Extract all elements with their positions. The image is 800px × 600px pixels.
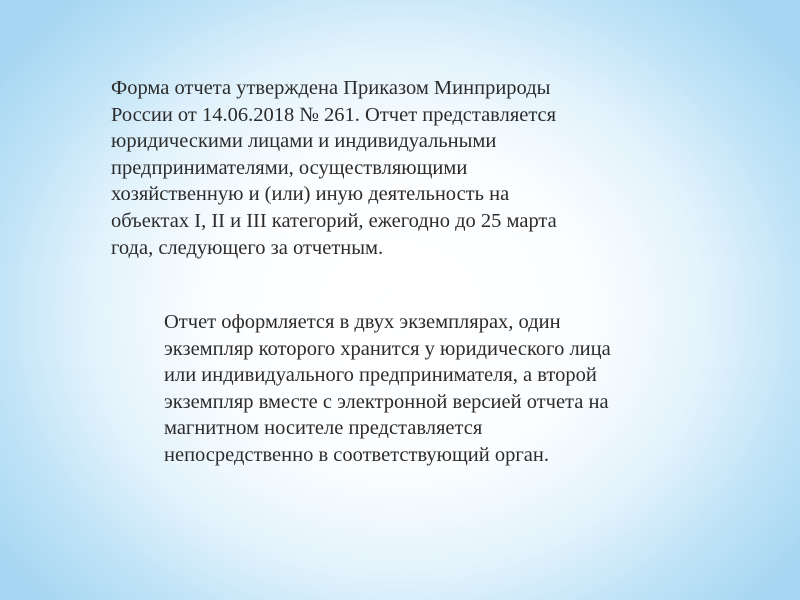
paragraph-report-form: Форма отчета утверждена Приказом Минприроды России от 14.06.2018 № 261. Отчет представляется юридическими лицами и индивидуальными предпринимателями, осуществляющими хозяйственную и (или) иную деятельность на объектах I, II и III категорий, ежегодно до 25 марта года, следующего за отчетным. (111, 77, 557, 259)
paragraph-report-copies: Отчет оформляется в двух экземплярах, один экземпляр которого хранится у юридического лица или индивидуального предпринимателя, а второй экземпляр вместе с электронной версией отчета на магнитном носителе представляется непосредственно в соответствующий орган. (164, 311, 611, 466)
